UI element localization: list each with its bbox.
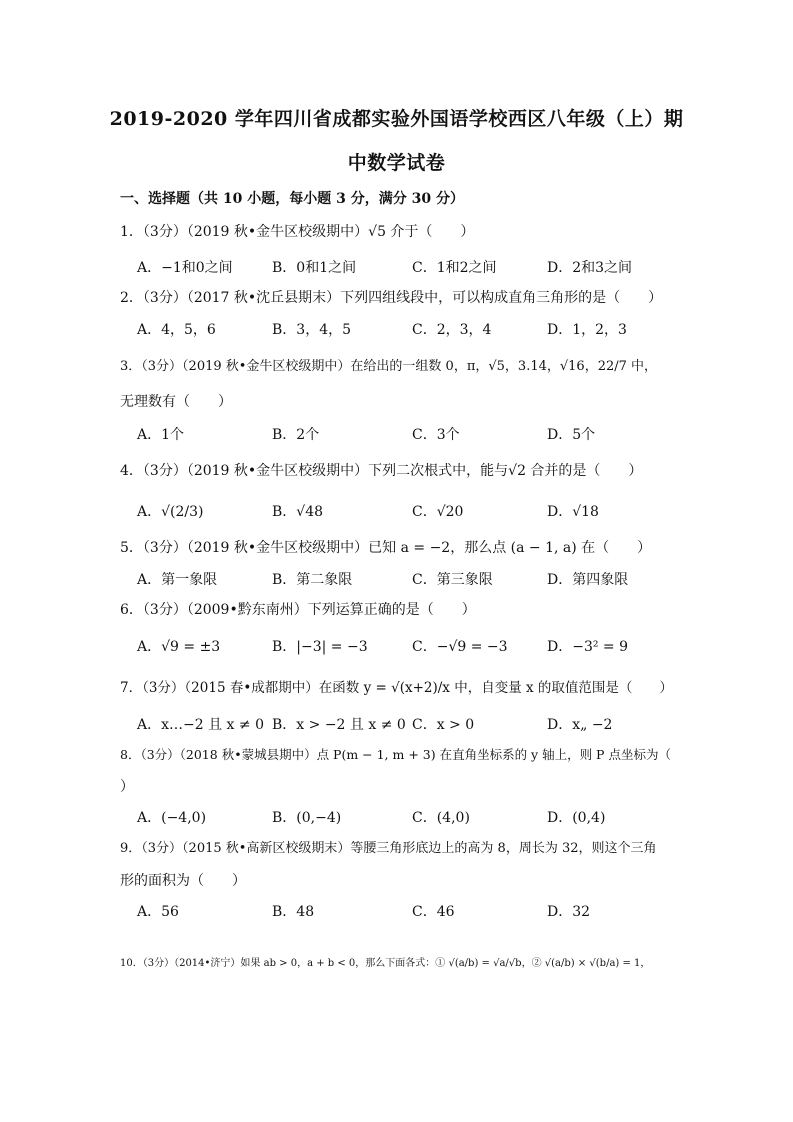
question-3-option-b: B．2个 (272, 427, 320, 443)
question-8-stem: 8．（3分）（2018 秋•蒙城县期中）点 P(m − 1, m + 3) 在直角坐标系的 y 轴上，则 P 点坐标为（ (120, 747, 671, 762)
section-heading: 一、选择题（共 10 小题，每小题 3 分，满分 30 分） (120, 191, 464, 207)
question-10-stem: 10．（3分）（2014•济宁）如果 ab > 0，a + b < 0，那么下面各式：① √(a/b) = √a/√b，② √(a/b) × √(b/a) = 1， (120, 958, 651, 969)
question-9-option-b: B．48 (272, 904, 315, 920)
question-6-option-a: A．√9 = ±3 (137, 639, 221, 655)
question-4-stem: 4．（3分）（2019 秋•金牛区校级期中）下列二次根式中，能与√2 合并的是（ ） (120, 463, 643, 479)
question-3-stem-cont: 无理数有（ ） (120, 394, 232, 410)
question-6-stem: 6．（3分）（2009•黔东南州）下列运算正确的是（ ） (120, 602, 476, 618)
question-5-stem: 5．（3分）（2019 秋•金牛区校级期中）已知 a = −2，那么点 (a − 1, a) 在（ ） (120, 540, 652, 556)
question-9-option-a: A．56 (137, 904, 179, 920)
question-7-option-a: A．x…−2 且 x ≠ 0 (137, 717, 264, 733)
question-1-option-b: B．0和1之间 (272, 260, 357, 276)
question-4-option-d: D．√18 (547, 504, 599, 520)
question-3-option-d: D．5个 (547, 427, 596, 443)
question-5-option-d: D．第四象限 (547, 572, 629, 588)
question-3-option-a: A．1个 (137, 427, 185, 443)
question-5-option-a: A．第一象限 (137, 572, 218, 588)
question-7-option-c: C．x > 0 (412, 717, 475, 733)
question-7-option-d: D．x„ −2 (547, 717, 613, 733)
question-2-option-d: D．1，2，3 (547, 322, 627, 338)
question-8-stem-cont: ） (120, 779, 134, 795)
question-8-option-c: C．(4,0) (412, 810, 470, 826)
question-4-option-b: B．√48 (272, 504, 324, 520)
question-9-stem: 9．（3分）（2015 秋•高新区校级期末）等腰三角形底边上的高为 8，周长为 32，则这个三角 (120, 841, 657, 856)
question-4-option-c: C．√20 (412, 504, 464, 520)
question-2-stem: 2．（3分）（2017 秋•沈丘县期末）下列四组线段中，可以构成直角三角形的是（ ） (120, 290, 663, 306)
question-2-option-b: B．3，4，5 (272, 322, 352, 338)
question-8-option-b: B．(0,−4) (272, 810, 342, 826)
question-1-option-d: D．2和3之间 (547, 260, 633, 276)
question-2-option-a: A．4，5，6 (137, 322, 216, 338)
question-4-option-a: A．√(2/3) (137, 504, 204, 520)
question-5-option-b: B．第二象限 (272, 572, 353, 588)
exam-title-line2: 中数学试卷 (347, 152, 446, 174)
question-9-option-c: C．46 (412, 904, 455, 920)
question-6-option-b: B．|−3| = −3 (272, 639, 368, 655)
question-2-option-c: C．2，3，4 (412, 322, 492, 338)
question-1-option-c: C．1和2之间 (412, 260, 497, 276)
question-5-option-c: C．第三象限 (412, 572, 493, 588)
question-9-stem-cont: 形的面积为（ ） (120, 873, 246, 889)
question-9-option-d: D．32 (547, 904, 591, 920)
question-8-option-a: A．(−4,0) (137, 810, 207, 826)
question-1-stem: 1．（3分）（2019 秋•金牛区校级期中）√5 介于（ ） (120, 224, 475, 240)
question-6-option-c: C．−√9 = −3 (412, 639, 508, 655)
question-7-stem: 7．（3分）（2015 春•成都期中）在函数 y = √(x+2)/x 中，自变量 x 的取值范围是（ ） (120, 680, 673, 696)
question-7-option-b: B．x > −2 且 x ≠ 0 (272, 717, 406, 733)
exam-title-line1: 2019-2020 学年四川省成都实验外国语学校西区八年级（上）期 (109, 108, 684, 130)
question-3-stem: 3．（3分）（2019 秋•金牛区校级期中）在给出的一组数 0，π，√5，3.14，√16，22/7 中， (120, 359, 658, 374)
question-6-option-d: D．−3² = 9 (547, 639, 629, 655)
question-8-option-d: D．(0,4) (547, 810, 606, 826)
question-1-option-a: A．−1和0之间 (137, 260, 233, 276)
question-3-option-c: C．3个 (412, 427, 460, 443)
